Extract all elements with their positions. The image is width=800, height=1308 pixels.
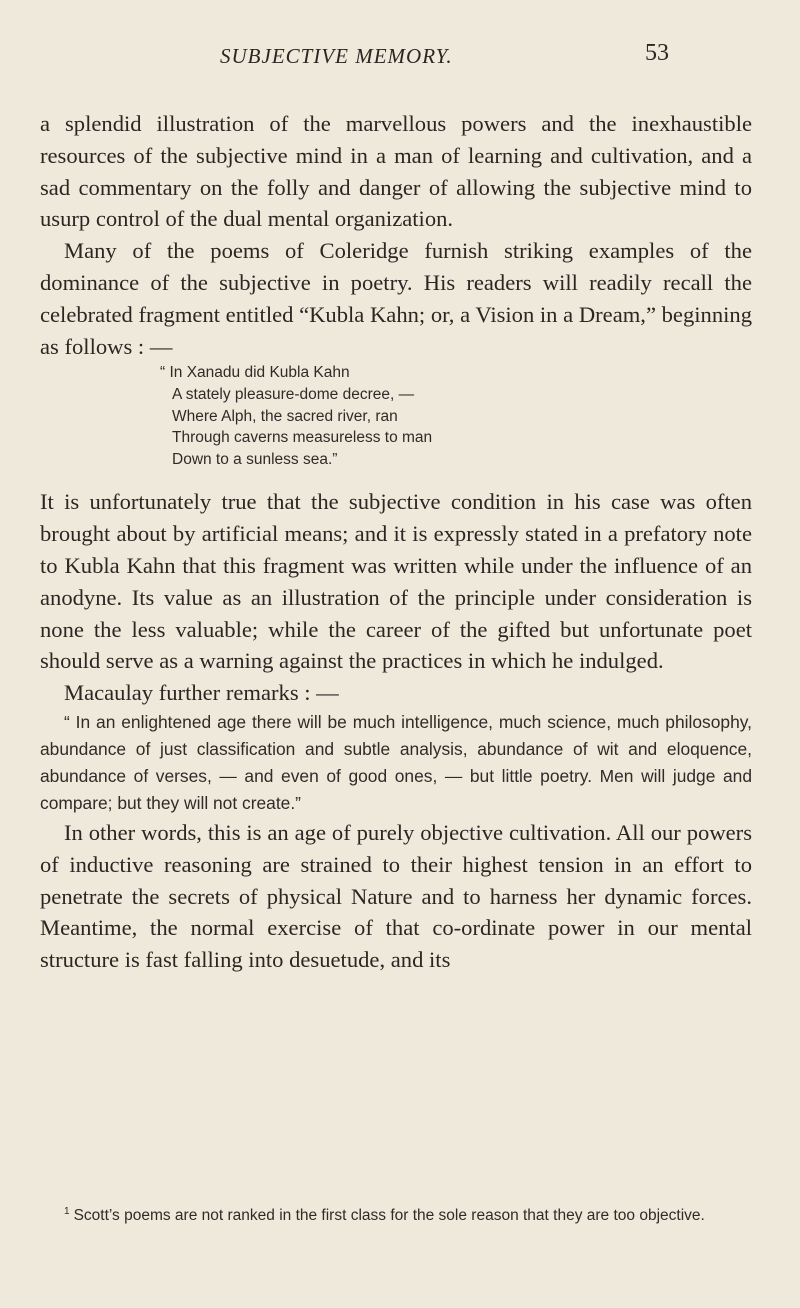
verse-line: “ In Xanadu did Kubla Kahn <box>160 364 350 382</box>
verse-line: Where Alph, the sacred river, ran <box>172 407 398 425</box>
footnote <box>40 1200 752 1228</box>
verse-line: A stately pleasure-dome decree, — <box>172 385 415 403</box>
verse-line: Through caverns measureless to man <box>172 429 433 447</box>
running-head: SUBJECTIVE MEMORY. <box>220 44 453 68</box>
verse-line: Down to a sunless sea.” <box>172 450 338 468</box>
paragraph-1: a splendid illustration of the marvellous powers and the inexhaustible resources of the subjective mind in a man of learning and cultivation, and a sad commentary on the folly and danger of allowing the subjective mind to usurp control of the dual mental organization. <box>40 111 752 232</box>
footnote-mark: 1 <box>64 1206 70 1217</box>
paragraph-3: It is unfortunately true that the subjective condition in his case was often brought about by artificial means; and it is expressly stated in a prefatory note to Kubla Kahn that this fragment was written while under the influence of an anodyne. Its value as an illustration of the principle under consideration is none the less valuable; while the career of the gifted but unfortunate poet should serve as a warning against the practices in which he indulged. <box>40 489 752 674</box>
page-header <box>0 30 800 70</box>
macaulay-quote: “ In an enlightened age there will be much intelligence, much science, much philosophy, abundance of just classification and subtle analysis, abundance of wit and eloquence, abundance of verses, — and even of good ones, — but little poetry. Men will judge and compare; but they will not create.” <box>40 711 752 813</box>
page-number: 53 <box>645 40 669 66</box>
paragraph-2: Many of the poems of Coleridge furnish striking examples of the dominance of the subjective in poetry. His readers will readily recall the celebrated fragment entitled “Kubla Kahn; or, a Vision in a Dream,” beginning as follows : — <box>40 238 752 359</box>
paragraph-4: Macaulay further remarks : — <box>64 680 339 706</box>
verse-quote <box>160 362 752 470</box>
paragraph-5: In other words, this is an age of purely objective cultivation. All our powers of inductive reasoning are strained to their highest tension in an effort to penetrate the secrets of physical Nature and to harness her dynamic forces. Meantime, the normal exercise of that co-ordinate power in our mental structure is fast falling into desuetude, and its <box>40 819 752 973</box>
page-body <box>40 108 752 976</box>
footnote-text: Scott’s poems are not ranked in the first class for the sole reason that they are too objective. <box>73 1207 705 1225</box>
